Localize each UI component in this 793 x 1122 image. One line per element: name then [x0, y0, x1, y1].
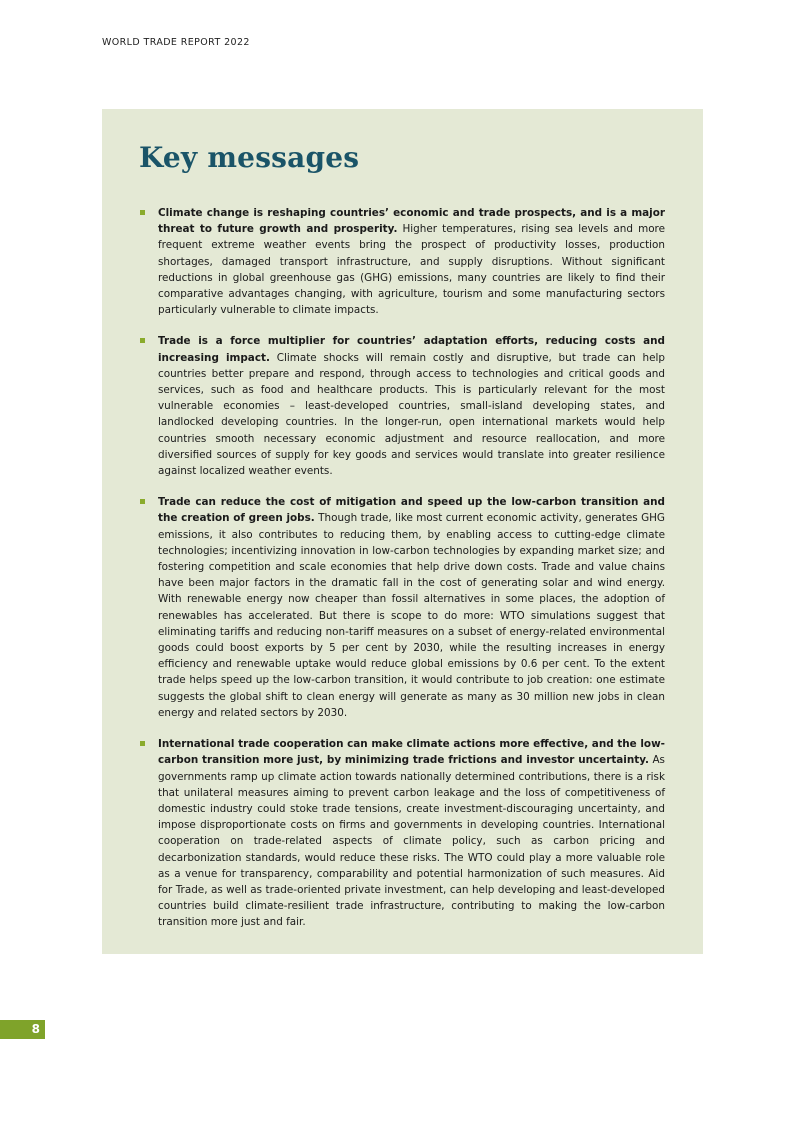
page-number-tab — [0, 1020, 45, 1039]
key-message-lead: International trade cooperation can make climate actions more effective, and the low-carbon transition more just, by minimizing trade frictions and investor uncertainty. — [158, 738, 665, 767]
key-message-body: Climate shocks will remain costly and disruptive, but trade can help countries better prepare and respond, through access to technologies and critical goods and services, such as food and healthcare products. This is particularly relevant for the most vulnerable economies – least-developed countries, small-island developing states, and landlocked developing countries. In the longer-run, open international markets would help countries smooth necessary economic adjustment and resource reallocation, and more diversified sources of supply for key goods and services would translate into greater resilience against localized weather events. — [158, 351, 665, 478]
key-messages-list — [139, 205, 665, 946]
key-message-lead: Trade is a force multiplier for countries’ adaptation efforts, reducing costs and increasing impact. — [158, 335, 665, 364]
page-number: 8 — [31, 1022, 40, 1036]
key-message-body: Though trade, like most current economic activity, generates GHG emissions, it also contributes to reducing them, by enabling access to cutting-edge climate technologies; incentivizing innovation in low-carbon technologies by expanding market size; and fostering competition and scale economies that help drive down costs. Trade and value chains have been major factors in the dramatic fall in the cost of generating solar and wind energy. With renewable energy now cheaper than fossil alternatives in some places, the adoption of renewables has accelerated. But there is scope to do more: WTO simulations suggest that eliminating tariffs and reducing non-tariff measures on a subset of energy-related environmental goods could boost exports by 5 per cent by 2030, while the resulting increases in energy efficiency and renewable uptake would reduce global emissions by 0.6 per cent. To the extent trade helps speed up the low-carbon transition, it would contribute to job creation: one estimate suggests the global shift to clean energy will generate as many as 30 million new jobs in clean energy and related sectors by 2030. — [158, 512, 665, 719]
key-message-body: As governments ramp up climate action towards nationally determined contributions, there is a risk that unilateral measures aiming to prevent carbon leakage and the loss of competitiveness of domestic industry could stoke trade tensions, create investment-discouraging uncertainty, and impose disproportionate costs on firms and governments in developing countries. International cooperation on trade-related aspects of climate policy, such as carbon pricing and decarbonization standards, would reduce these risks. The WTO could play a more valuable role as a venue for transparency, comparability and potential harmonization of such measures. Aid for Trade, as well as trade-oriented private investment, can help developing and least-developed countries build climate-resilient trade infrastructure, contributing to making the low-carbon transition more just and fair. — [158, 754, 665, 929]
square-bullet-icon — [140, 499, 145, 504]
square-bullet-icon — [140, 338, 145, 343]
key-messages-box — [102, 109, 703, 954]
key-message-item — [139, 333, 665, 479]
key-message-body: Higher temperatures, rising sea levels and more frequent extreme weather events bring the prospect of productivity losses, production shortages, damaged transport infrastructure, and supply disruptions. Without significant reductions in global greenhouse gas (GHG) emissions, many countries are likely to find their comparative advantages changing, with agriculture, tourism and some manufacturing sectors particularly vulnerable to climate impacts. — [158, 223, 665, 317]
square-bullet-icon — [140, 210, 145, 215]
key-message-item — [139, 205, 665, 318]
key-message-lead: Trade can reduce the cost of mitigation and speed up the low-carbon transition and the creation of green jobs. — [158, 496, 665, 525]
key-message-item — [139, 494, 665, 721]
running-header: WORLD TRADE REPORT 2022 — [102, 37, 250, 48]
key-message-item — [139, 736, 665, 930]
key-messages-title: Key messages — [139, 141, 360, 174]
square-bullet-icon — [140, 741, 145, 746]
key-message-lead: Climate change is reshaping countries’ economic and trade prospects, and is a major threat to future growth and prosperity. — [158, 207, 665, 236]
